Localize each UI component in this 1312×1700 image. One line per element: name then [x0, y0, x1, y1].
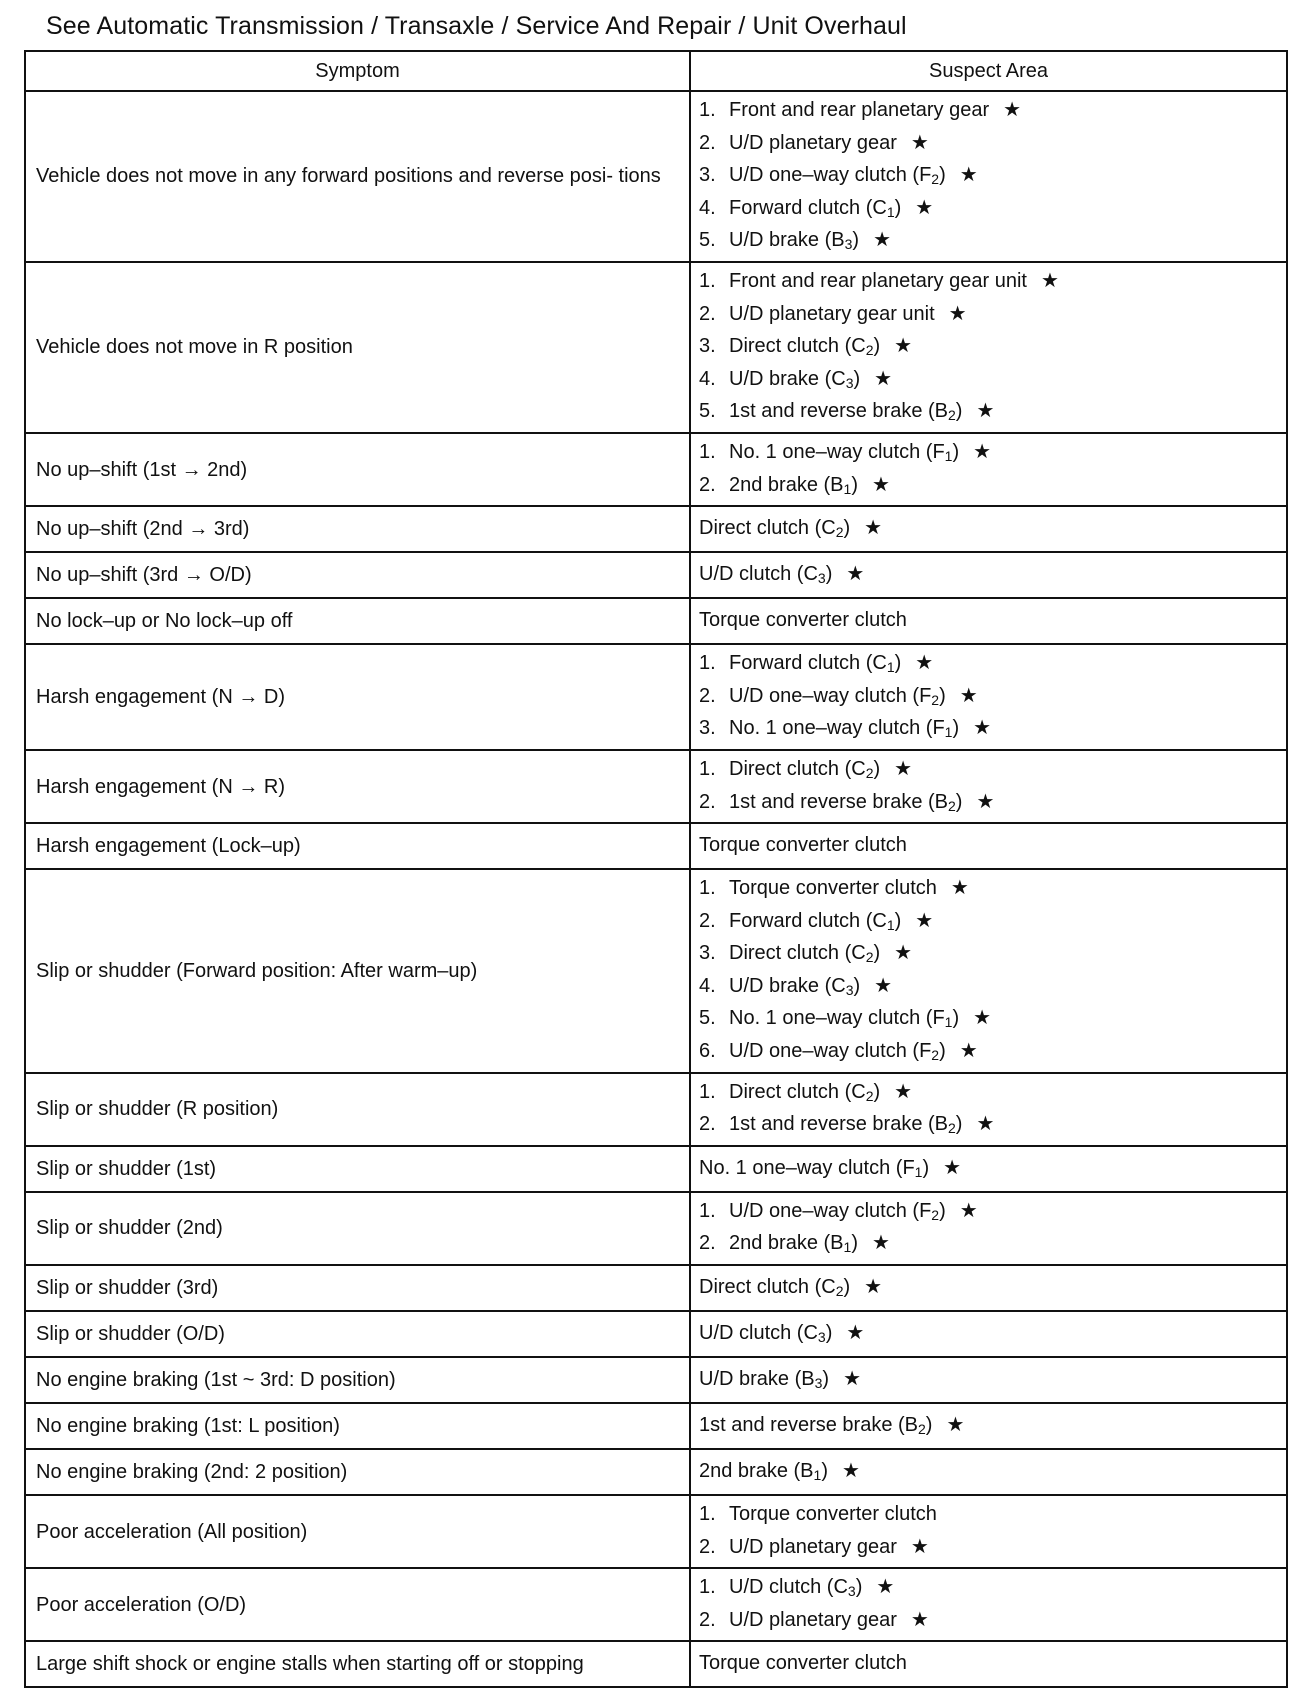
item-number: 2.: [699, 473, 716, 496]
item-number: 2.: [699, 684, 716, 707]
item-number: 1.: [699, 269, 716, 292]
item-text: Direct clutch (C: [729, 1080, 866, 1103]
item-text: U/D planetary gear: [729, 131, 897, 154]
suspect-area-cell: [690, 823, 1287, 869]
suspect-item: [699, 469, 1278, 502]
item-subscript: 2: [948, 1120, 956, 1137]
item-number: 4.: [699, 367, 716, 390]
item-text: Forward clutch (C: [729, 196, 887, 219]
star-icon: ★: [846, 563, 865, 586]
table-row: [25, 1403, 1287, 1449]
item-text: 1st and reverse brake (B: [729, 1113, 948, 1136]
item-subscript: 2: [865, 949, 874, 966]
item-text: Torque converter clutch: [699, 834, 907, 857]
star-icon: ★: [871, 1232, 890, 1255]
suspect-area-cell: [690, 1265, 1287, 1311]
table-header-row: [25, 51, 1287, 91]
item-number: 4.: [699, 196, 716, 219]
symptom-cell: Poor acceleration (All position): [25, 1495, 690, 1568]
table-row: [25, 1146, 1287, 1192]
table-row: [25, 91, 1287, 262]
suspect-area-cell: [690, 1641, 1287, 1687]
item-number: 1.: [699, 652, 716, 675]
item-subscript: 2: [835, 1283, 844, 1300]
table-row: [25, 506, 1287, 552]
star-icon: ★: [1003, 99, 1022, 121]
item-close-paren: ): [939, 684, 946, 707]
suspect-area-cell: [690, 644, 1287, 750]
item-number: 2.: [699, 1232, 716, 1255]
suspect-item: [699, 265, 1278, 298]
item-close-paren: ): [925, 1414, 933, 1437]
suspect-item: [699, 94, 1278, 127]
item-subscript: 3: [845, 981, 854, 998]
suspect-item: [699, 1108, 1278, 1141]
symptom-cell: Slip or shudder (2nd): [25, 1192, 690, 1265]
table-row: [25, 1073, 1287, 1146]
item-text: No. 1 one–way clutch (F: [729, 440, 945, 463]
item-text: U/D clutch (C: [699, 563, 818, 586]
item-text: Torque converter clutch: [699, 1652, 907, 1675]
star-icon: ★: [959, 1199, 978, 1222]
item-number: 3.: [699, 717, 716, 740]
item-number: 2.: [699, 1113, 716, 1136]
item-close-paren: ): [821, 1460, 828, 1483]
star-icon: ★: [1040, 269, 1059, 292]
star-icon: ★: [874, 367, 893, 390]
item-close-paren: ): [894, 909, 902, 932]
star-icon: ★: [864, 1276, 883, 1299]
item-close-paren: ): [952, 717, 960, 740]
item-subscript: 3: [814, 1375, 823, 1392]
symptom-cell: No up–shift (2nd → 3rd): [25, 506, 690, 552]
suspect-area-cell: [690, 552, 1287, 598]
item-close-paren: ): [894, 196, 902, 219]
suspect-area-cell: [690, 869, 1287, 1073]
item-subscript: 3: [844, 236, 853, 253]
item-text: 1st and reverse brake (B: [729, 400, 948, 423]
suspect-item: [699, 509, 1278, 547]
suspect-area-cell: [690, 506, 1287, 552]
item-text: U/D brake (C: [729, 367, 846, 390]
suspect-item: [699, 1149, 1278, 1187]
column-header-suspect-area: Suspect Area: [690, 51, 1287, 91]
table-row: [25, 823, 1287, 869]
item-close-paren: ): [843, 517, 851, 540]
star-icon: ★: [973, 717, 992, 740]
item-number: 3.: [699, 335, 716, 358]
item-text: Direct clutch (C: [699, 1276, 836, 1299]
item-text: 2nd brake (B: [729, 473, 844, 496]
item-close-paren: ): [922, 1156, 930, 1179]
suspect-item: [699, 436, 1278, 469]
item-close-paren: ): [873, 757, 881, 780]
suspect-item: [699, 786, 1278, 819]
item-subscript: 3: [847, 1583, 856, 1600]
item-subscript: 1: [886, 916, 895, 933]
item-text: U/D one–way clutch (F: [729, 164, 932, 187]
item-text: Forward clutch (C: [729, 909, 887, 932]
star-icon: ★: [843, 1368, 861, 1391]
item-close-paren: ): [851, 1232, 858, 1255]
table-row: [25, 1568, 1287, 1641]
symptom-cell: No engine braking (1st: L position): [25, 1403, 690, 1449]
item-text: 1st and reverse brake (B: [699, 1414, 918, 1437]
item-close-paren: ): [873, 942, 881, 965]
item-close-paren: ): [855, 1576, 863, 1599]
suspect-item: [699, 1227, 1278, 1260]
star-icon: ★: [959, 1040, 978, 1063]
item-close-paren: ): [952, 1007, 960, 1030]
item-number: 2.: [699, 909, 716, 932]
suspect-item: [699, 224, 1278, 257]
item-text: Direct clutch (C: [729, 942, 866, 965]
item-subscript: 2: [948, 407, 956, 424]
item-number: 2.: [699, 1535, 716, 1558]
item-text: No. 1 one–way clutch (F: [729, 717, 945, 740]
star-icon: ★: [910, 131, 929, 154]
suspect-item: [699, 363, 1278, 396]
star-icon: ★: [976, 790, 995, 813]
suspect-item: [699, 1571, 1278, 1604]
column-header-symptom: Symptom: [25, 51, 690, 91]
item-subscript: 3: [817, 570, 826, 587]
table-row: [25, 1449, 1287, 1495]
item-close-paren: ): [894, 652, 902, 675]
item-close-paren: ): [952, 440, 960, 463]
item-subscript: 1: [914, 1163, 923, 1180]
star-icon: ★: [910, 1535, 929, 1558]
item-close-paren: ): [853, 974, 861, 997]
suspect-item: [699, 872, 1278, 905]
symptom-cell: Harsh engagement (Lock–up): [25, 823, 690, 869]
suspect-area-cell: [690, 91, 1287, 262]
symptom-cell: Harsh engagement (N → R): [25, 750, 690, 823]
item-number: 4.: [699, 974, 716, 997]
item-text: U/D brake (C: [729, 974, 846, 997]
star-icon: ★: [894, 942, 913, 965]
star-icon: ★: [973, 440, 992, 463]
item-text: Direct clutch (C: [729, 335, 866, 358]
item-text: No. 1 one–way clutch (F: [729, 1007, 945, 1030]
item-subscript: 2: [918, 1421, 926, 1438]
star-icon: ★: [950, 877, 969, 900]
table-row: [25, 869, 1287, 1073]
item-number: 1.: [699, 1576, 716, 1599]
item-text: U/D planetary gear: [729, 1535, 897, 1558]
item-number: 5.: [699, 400, 716, 423]
suspect-item: [699, 1268, 1278, 1306]
item-text: U/D brake (B: [729, 229, 845, 252]
item-subscript: 1: [944, 447, 953, 464]
item-close-paren: ): [853, 367, 861, 390]
table-row: [25, 262, 1287, 433]
star-icon: ★: [876, 1576, 895, 1599]
star-icon: ★: [948, 302, 967, 325]
item-number: 1.: [699, 1503, 716, 1526]
star-icon: ★: [841, 1460, 860, 1483]
item-text: Forward clutch (C: [729, 652, 887, 675]
item-text: Direct clutch (C: [699, 517, 836, 540]
item-close-paren: ): [825, 563, 833, 586]
star-icon: ★: [959, 164, 978, 187]
item-text: 2nd brake (B: [699, 1460, 814, 1483]
item-text: U/D planetary gear unit: [729, 302, 935, 325]
item-subscript: 1: [944, 724, 953, 741]
item-number: 2.: [699, 790, 716, 813]
table-row: [25, 1495, 1287, 1568]
suspect-area-cell: [690, 1311, 1287, 1357]
table-row: [25, 1357, 1287, 1403]
item-close-paren: ): [822, 1368, 830, 1391]
item-close-paren: ): [955, 400, 963, 423]
item-close-paren: ): [852, 229, 860, 252]
item-subscript: 2: [865, 342, 874, 359]
star-icon: ★: [894, 335, 913, 358]
item-number: 2.: [699, 302, 716, 325]
item-text: Torque converter clutch: [699, 609, 907, 632]
table-row: [25, 1641, 1287, 1687]
table-row: [25, 1265, 1287, 1311]
symptom-cell: No up–shift (1st → 2nd): [25, 433, 690, 506]
symptom-cell: Slip or shudder (1st): [25, 1146, 690, 1192]
suspect-item: [699, 555, 1278, 593]
item-subscript: 1: [813, 1467, 822, 1484]
item-subscript: 3: [845, 374, 854, 391]
suspect-item: [699, 647, 1278, 680]
table-row: [25, 552, 1287, 598]
star-icon: ★: [846, 1322, 865, 1345]
item-number: 1.: [699, 757, 716, 780]
star-icon: ★: [864, 517, 883, 540]
suspect-item: [699, 712, 1278, 745]
suspect-area-cell: [690, 1146, 1287, 1192]
table-row: [25, 1311, 1287, 1357]
item-close-paren: ): [939, 1040, 946, 1063]
suspect-area-cell: [690, 262, 1287, 433]
item-subscript: 2: [865, 764, 874, 781]
item-text: Torque converter clutch: [729, 877, 937, 900]
item-subscript: 2: [931, 691, 940, 708]
item-text: 1st and reverse brake (B: [729, 790, 948, 813]
suspect-item: [699, 970, 1278, 1003]
item-text: U/D one–way clutch (F: [729, 1199, 932, 1222]
suspect-item: [699, 826, 1278, 864]
symptom-cell: No lock–up or No lock–up off: [25, 598, 690, 644]
suspect-item: [699, 127, 1278, 160]
star-icon: ★: [871, 473, 890, 496]
item-text: Front and rear planetary gear unit: [729, 269, 1027, 292]
suspect-item: [699, 601, 1278, 639]
table-row: [25, 598, 1287, 644]
symptom-cell: Vehicle does not move in R position: [25, 262, 690, 433]
symptom-cell: Slip or shudder (Forward position: After warm–up): [25, 869, 690, 1073]
item-number: 2.: [699, 131, 716, 154]
item-close-paren: ): [955, 1113, 963, 1136]
item-text: Torque converter clutch: [729, 1503, 937, 1526]
star-icon: ★: [973, 1007, 992, 1030]
suspect-area-cell: [690, 1568, 1287, 1641]
table-row: [25, 433, 1287, 506]
star-icon: ★: [873, 229, 891, 252]
item-number: 5.: [699, 1007, 716, 1030]
item-subscript: 1: [886, 203, 895, 220]
item-subscript: 2: [835, 524, 844, 541]
item-subscript: 1: [886, 659, 895, 676]
suspect-area-cell: [690, 1449, 1287, 1495]
suspect-area-cell: [690, 1403, 1287, 1449]
item-subscript: 1: [843, 1239, 852, 1256]
suspect-item: [699, 192, 1278, 225]
item-text: U/D brake (B: [699, 1368, 815, 1391]
suspect-item: [699, 1604, 1278, 1637]
suspect-area-cell: [690, 1192, 1287, 1265]
page-title: See Automatic Transmission / Transaxle / Service And Repair / Unit Overhaul: [46, 12, 907, 40]
star-icon: ★: [915, 652, 934, 675]
suspect-item: [699, 680, 1278, 713]
item-number: 1.: [699, 877, 716, 900]
item-text: U/D one–way clutch (F: [729, 1040, 932, 1063]
suspect-item: [699, 937, 1278, 970]
item-number: 6.: [699, 1040, 716, 1063]
symptom-cell: Slip or shudder (O/D): [25, 1311, 690, 1357]
item-subscript: 2: [931, 171, 940, 188]
table-row: [25, 644, 1287, 750]
item-close-paren: ): [939, 1199, 946, 1222]
item-close-paren: ): [873, 1080, 881, 1103]
item-close-paren: ): [873, 335, 881, 358]
item-number: 1.: [699, 1199, 716, 1222]
item-text: No. 1 one–way clutch (F: [699, 1156, 915, 1179]
item-text: U/D one–way clutch (F: [729, 684, 932, 707]
item-text: 2nd brake (B: [729, 1232, 844, 1255]
star-icon: ★: [976, 1113, 995, 1136]
suspect-item: [699, 395, 1278, 428]
suspect-item: [699, 1644, 1278, 1682]
suspect-area-cell: [690, 598, 1287, 644]
table-row: [25, 750, 1287, 823]
suspect-item: [699, 1531, 1278, 1564]
suspect-area-cell: [690, 1357, 1287, 1403]
star-icon: ★: [894, 1080, 913, 1103]
symptom-cell: Slip or shudder (R position): [25, 1073, 690, 1146]
suspect-item: [699, 1314, 1278, 1352]
suspect-item: [699, 1498, 1278, 1531]
item-subscript: 3: [817, 1329, 826, 1346]
item-number: 5.: [699, 229, 716, 252]
suspect-item: [699, 298, 1278, 331]
item-subscript: 2: [931, 1047, 940, 1064]
item-number: 1.: [699, 1080, 716, 1103]
suspect-item: [699, 330, 1278, 363]
suspect-area-cell: [690, 1495, 1287, 1568]
suspect-item: [699, 1002, 1278, 1035]
item-number: 1.: [699, 440, 716, 463]
item-close-paren: ): [843, 1276, 851, 1299]
item-subscript: 1: [944, 1014, 953, 1031]
star-icon: ★: [910, 1608, 929, 1631]
suspect-item: [699, 905, 1278, 938]
item-subscript: 2: [865, 1087, 874, 1104]
symptom-cell: No engine braking (1st ~ 3rd: D position): [25, 1357, 690, 1403]
symptom-cell: No up–shift (3rd → O/D): [25, 552, 690, 598]
item-text: Direct clutch (C: [729, 757, 866, 780]
suspect-item: [699, 753, 1278, 786]
table-row: [25, 1192, 1287, 1265]
symptom-cell: Slip or shudder (3rd): [25, 1265, 690, 1311]
symptom-cell: Harsh engagement (N → D): [25, 644, 690, 750]
suspect-area-cell: [690, 750, 1287, 823]
star-icon: ★: [874, 974, 893, 997]
symptom-cell: Vehicle does not move in any forward positions and reverse posi- tions: [25, 91, 690, 262]
star-icon: ★: [943, 1156, 962, 1179]
star-icon: ★: [915, 196, 934, 219]
star-icon: ★: [894, 757, 913, 780]
suspect-item: [699, 1035, 1278, 1068]
item-text: U/D planetary gear: [729, 1608, 897, 1631]
suspect-area-cell: [690, 433, 1287, 506]
item-close-paren: ): [825, 1322, 833, 1345]
suspect-item: [699, 1195, 1278, 1228]
item-subscript: 1: [843, 480, 852, 497]
item-number: 3.: [699, 942, 716, 965]
suspect-item: [699, 1360, 1278, 1398]
item-number: 1.: [699, 99, 716, 121]
troubleshooting-table: [24, 50, 1288, 1688]
item-text: U/D clutch (C: [699, 1322, 818, 1345]
suspect-item: [699, 1076, 1278, 1109]
item-number: 3.: [699, 164, 716, 187]
item-subscript: 2: [931, 1206, 940, 1223]
star-icon: ★: [915, 909, 934, 932]
suspect-area-cell: [690, 1073, 1287, 1146]
star-icon: ★: [946, 1414, 965, 1437]
suspect-item: [699, 1406, 1278, 1444]
item-text: Front and rear planetary gear: [729, 99, 990, 121]
item-close-paren: ): [851, 473, 858, 496]
star-icon: ★: [959, 684, 978, 707]
item-number: 2.: [699, 1608, 716, 1631]
item-close-paren: ): [955, 790, 963, 813]
symptom-cell: Large shift shock or engine stalls when starting off or stopping: [25, 1641, 690, 1687]
star-icon: ★: [976, 400, 995, 423]
suspect-item: [699, 159, 1278, 192]
table-body: [25, 91, 1287, 1687]
symptom-cell: Poor acceleration (O/D): [25, 1568, 690, 1641]
item-subscript: 2: [948, 797, 956, 814]
suspect-item: [699, 1452, 1278, 1490]
symptom-cell: No engine braking (2nd: 2 position): [25, 1449, 690, 1495]
item-text: U/D clutch (C: [729, 1576, 848, 1599]
item-close-paren: ): [939, 164, 946, 187]
